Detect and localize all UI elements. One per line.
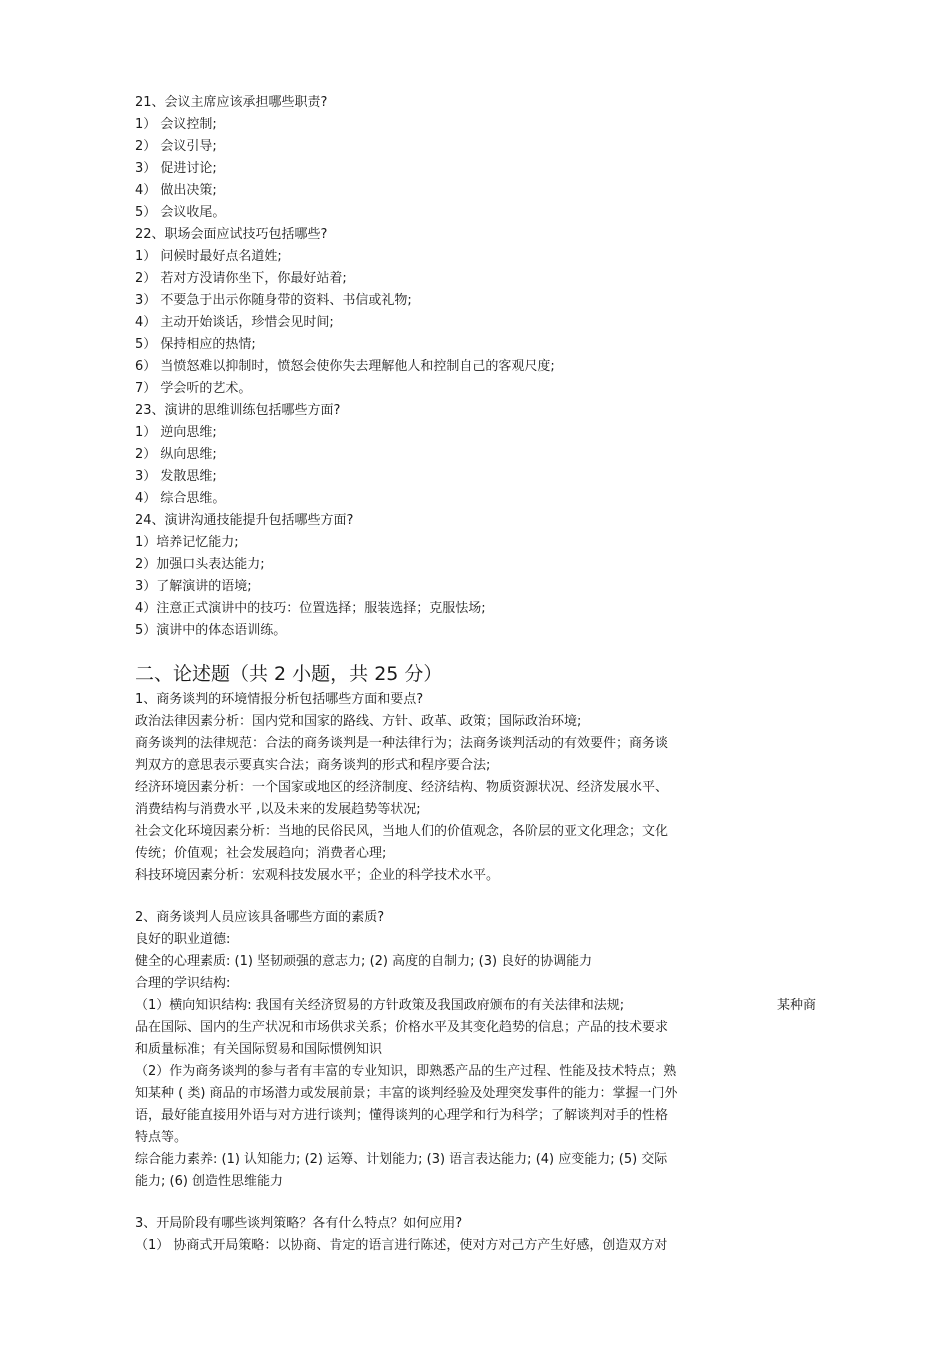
section-heading: 二、论述题（共 2 小题，共 25 分） — [135, 663, 443, 685]
list-item: 2） 纵向思维; — [135, 447, 217, 462]
paragraph-line: 能力; (6) 创造性思维能力 — [135, 1174, 284, 1189]
essay-1-title: 1、商务谈判的环境情报分析包括哪些方面和要点? — [135, 692, 424, 707]
list-item: 2） 若对方没请你坐下，你最好站着; — [135, 271, 347, 286]
list-item: 3） 发散思维; — [135, 469, 217, 484]
list-item: 1） 会议控制; — [135, 117, 217, 132]
question-21-title: 21、会议主席应该承担哪些职责? — [135, 95, 328, 110]
list-item: 4） 主动开始谈话，珍惜会见时间; — [135, 315, 334, 330]
paragraph-line: 综合能力素养: (1) 认知能力; (2) 运筹、计划能力; (3) 语言表达能力; (4) 应变能力; (5) 交际 — [135, 1152, 668, 1167]
list-item: 5） 保持相应的热情; — [135, 337, 256, 352]
question-23-title: 23、演讲的思维训练包括哪些方面? — [135, 403, 341, 418]
list-item: 1）培养记忆能力; — [135, 535, 239, 550]
list-item: 6） 当愤怒难以抑制时，愤怒会使你失去理解他人和控制自己的客观尺度; — [135, 359, 555, 374]
list-item: 3）了解演讲的语境; — [135, 579, 252, 594]
paragraph-line: 社会文化环境因素分析：当地的民俗民风，当地人们的价值观念，各阶层的亚文化理念；文化 — [135, 824, 669, 839]
paragraph-line: 消费结构与消费水平 ,以及未来的发展趋势等状况; — [135, 802, 421, 817]
list-item: 5）演讲中的体态语训练。 — [135, 623, 287, 638]
paragraph-line: 合理的学识结构: — [135, 976, 231, 991]
paragraph-line: 判双方的意思表示要真实合法；商务谈判的形式和程序要合法; — [135, 758, 491, 773]
list-item: 4） 综合思维。 — [135, 491, 226, 506]
question-24-title: 24、演讲沟通技能提升包括哪些方面? — [135, 513, 354, 528]
list-item: 4）注意正式演讲中的技巧：位置选择；服装选择；克服怯场; — [135, 601, 486, 616]
list-item: 4） 做出决策; — [135, 183, 217, 198]
list-item: 3） 不要急于出示你随身带的资料、书信或礼物; — [135, 293, 412, 308]
paragraph-line: 科技环境因素分析：宏观科技发展水平；企业的科学技术水平。 — [135, 868, 500, 883]
paragraph-line: 知某种 ( 类) 商品的市场潜力或发展前景；丰富的谈判经验及处理突发事件的能力：掌握一门外 — [135, 1086, 678, 1101]
paragraph-line: 传统；价值观；社会发展趋向；消费者心理; — [135, 846, 387, 861]
paragraph-line: 经济环境因素分析：一个国家或地区的经济制度、经济结构、物质资源状况、经济发展水平、 — [135, 780, 669, 795]
paragraph-line-fragment: 某种商 — [777, 998, 817, 1013]
paragraph-line: 健全的心理素质: (1) 坚韧顽强的意志力; (2) 高度的自制力; (3) 良好的协调能力 — [135, 954, 593, 969]
paragraph-line: 语，最好能直接用外语与对方进行谈判；懂得谈判的心理学和行为科学；了解谈判对手的性格 — [135, 1108, 669, 1123]
paragraph-line: （1）横向知识结构: 我国有关经济贸易的方针政策及我国政府颁布的有关法律和法规; — [135, 998, 625, 1013]
list-item: 1） 问候时最好点名道姓; — [135, 249, 282, 264]
paragraph-line: 政治法律因素分析：国内党和国家的路线、方针、政革、政策；国际政治环境; — [135, 714, 582, 729]
paragraph-line: （2）作为商务谈判的参与者有丰富的专业知识，即熟悉产品的生产过程、性能及技术特点；熟 — [135, 1064, 677, 1079]
list-item: 1） 逆向思维; — [135, 425, 217, 440]
paragraph-line: 品在国际、国内的生产状况和市场供求关系；价格水平及其变化趋势的信息；产品的技术要求 — [135, 1020, 669, 1035]
list-item: 2）加强口头表达能力; — [135, 557, 265, 572]
paragraph-line: 商务谈判的法律规范：合法的商务谈判是一种法律行为；法商务谈判活动的有效要件；商务谈 — [135, 736, 669, 751]
essay-3-title: 3、开局阶段有哪些谈判策略？各有什么特点？如何应用? — [135, 1216, 463, 1231]
paragraph-line: （1） 协商式开局策略：以协商、肯定的语言进行陈述，使对方对己方产生好感，创造双方对 — [135, 1238, 668, 1253]
list-item: 7） 学会听的艺术。 — [135, 381, 252, 396]
list-item: 3） 促进讨论; — [135, 161, 217, 176]
list-item: 2） 会议引导; — [135, 139, 217, 154]
question-22-title: 22、职场会面应试技巧包括哪些? — [135, 227, 328, 242]
paragraph-line: 良好的职业道德: — [135, 932, 231, 947]
paragraph-line: 和质量标准；有关国际贸易和国际惯例知识 — [135, 1042, 383, 1057]
list-item: 5） 会议收尾。 — [135, 205, 226, 220]
essay-2-title: 2、商务谈判人员应该具备哪些方面的素质? — [135, 910, 385, 925]
paragraph-line: 特点等。 — [135, 1130, 188, 1145]
